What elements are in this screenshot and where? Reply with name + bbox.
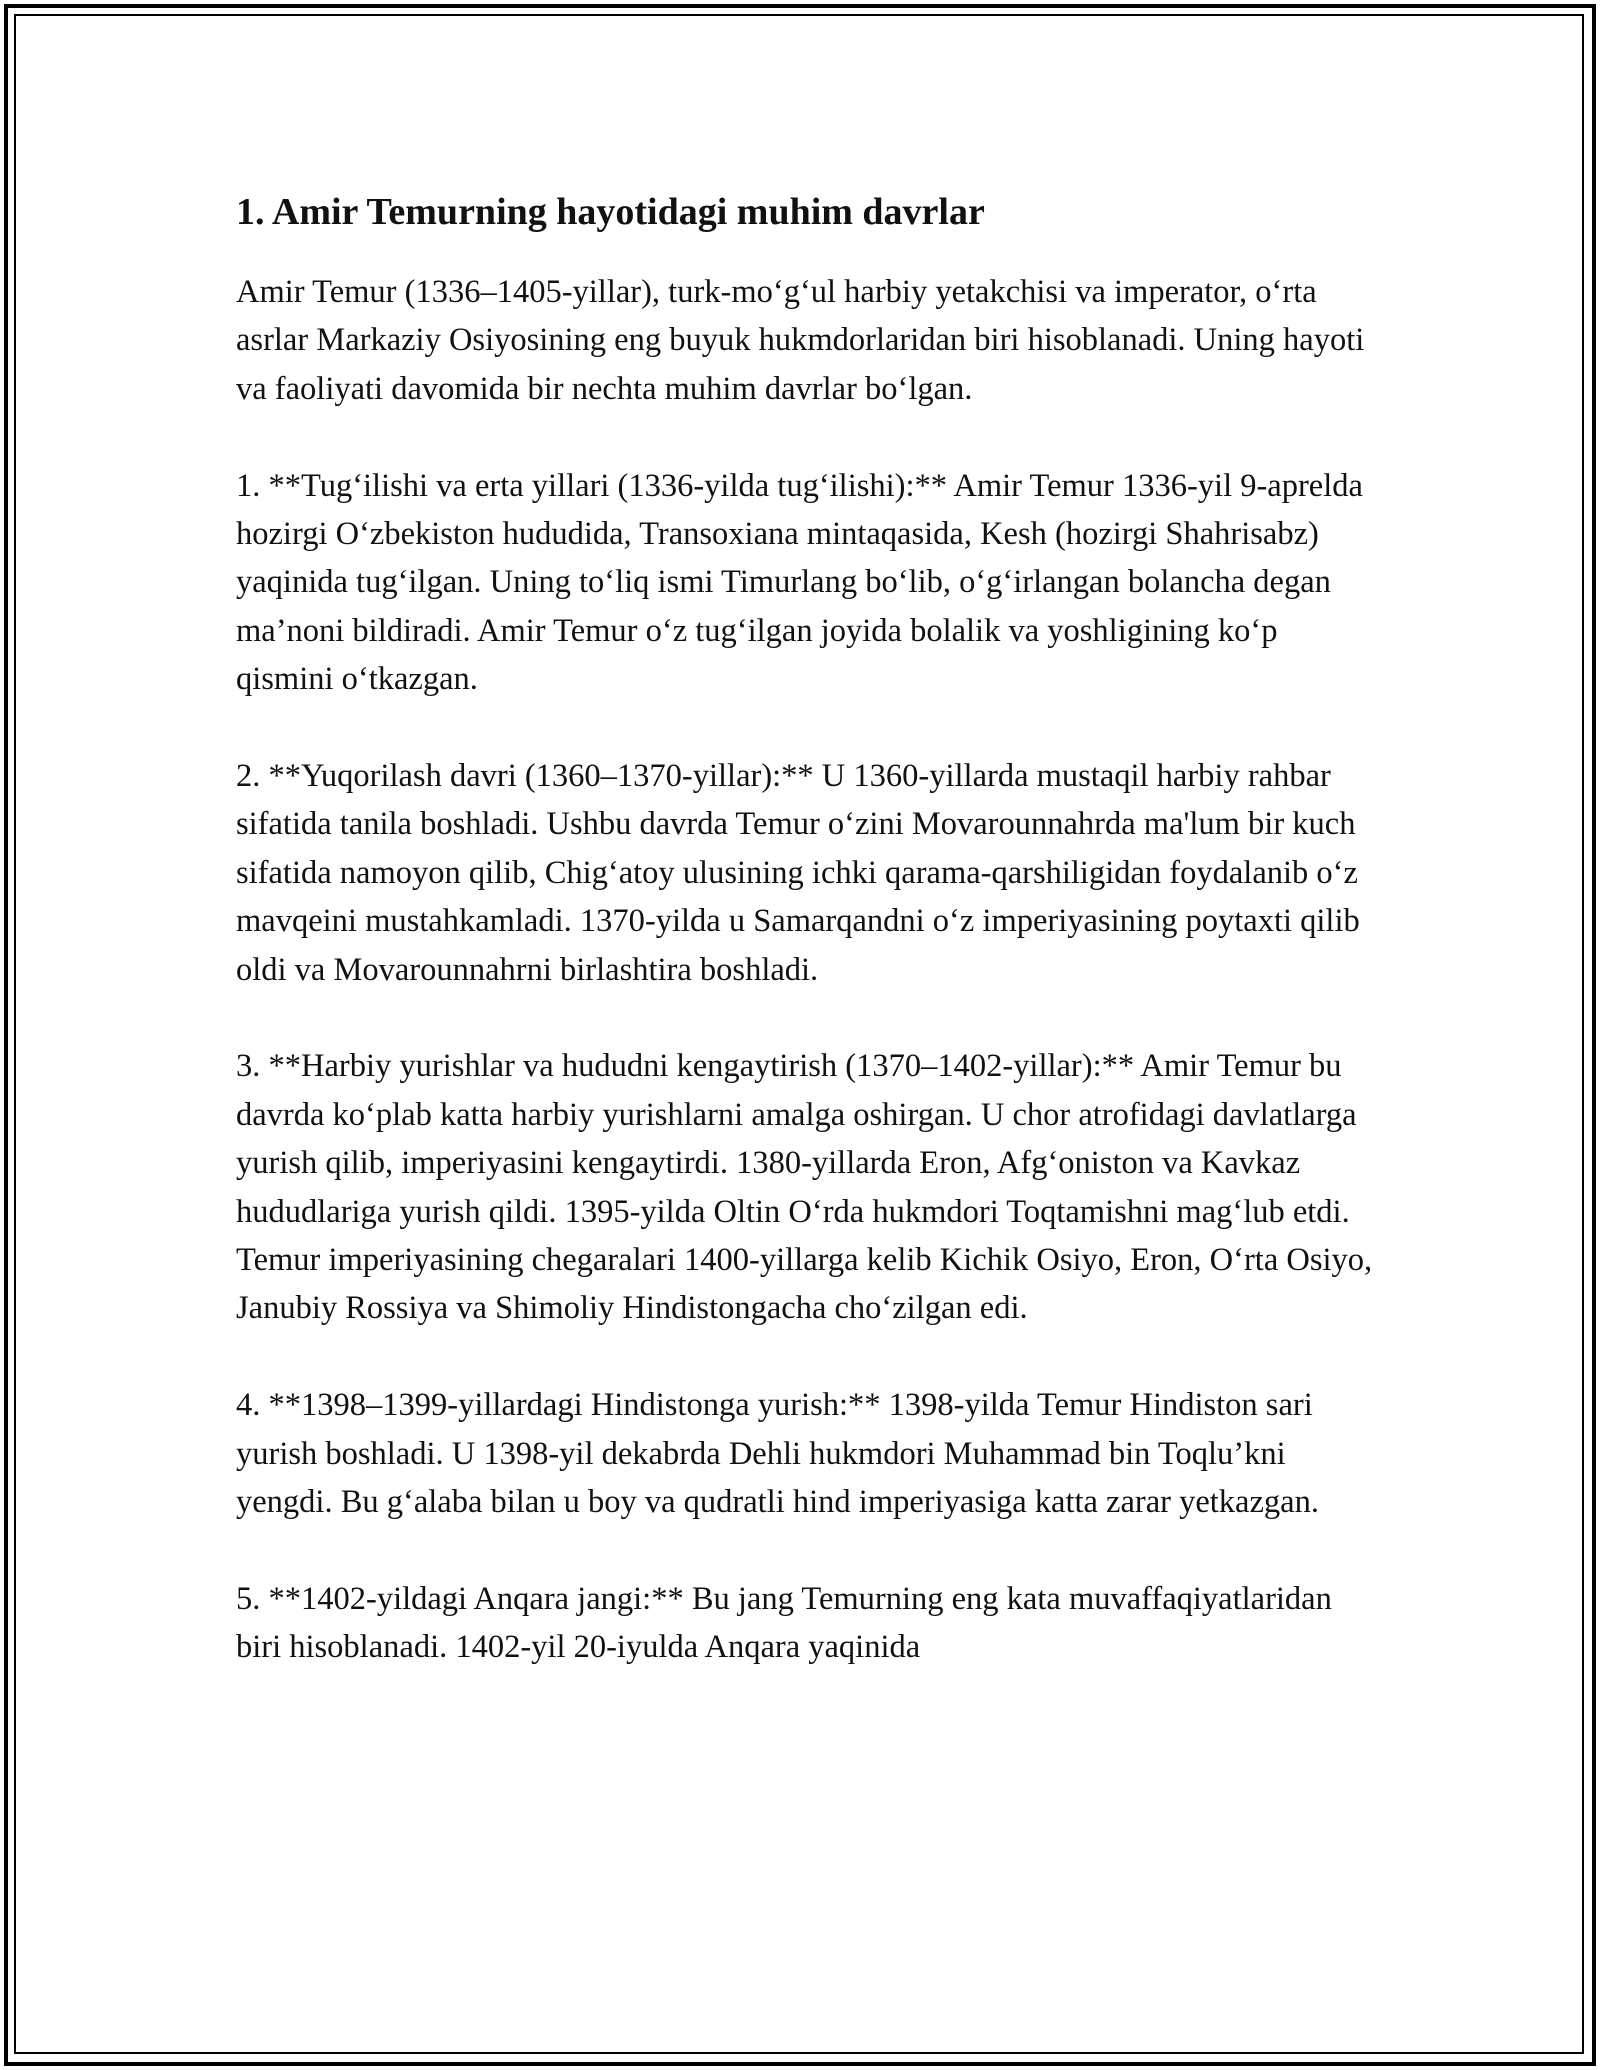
paragraph-india: 4. **1398–1399-yillardagi Hindistonga yurish:** 1398-yilda Temur Hindiston sari yurish boshladi. U 1398-yil dekabrda Dehli hukmdori Muhammad bin Toqlu’kni yengdi. Bu g‘alaba bilan u boy va qudratli hind imperiyasiga katta zarar yetkazgan. — [236, 1387, 1319, 1521]
paragraph-ankara: 5. **1402-yildagi Anqara jangi:** Bu jang Temurning eng kata muvaffaqiyatlaridan biri hisoblanadi. 1402-yil 20-iyulda Anqara yaqinida — [236, 1580, 1332, 1666]
paragraph-birth: 1. **Tug‘ilishi va erta yillari (1336-yilda tug‘ilishi):** Amir Temur 1336-yil 9-aprelda hozirgi O‘zbekiston hududida, Transoxiana mintaqasida, Kesh (hozirgi Shahrisabz) yaqinida tug‘ilgan. Uning to‘liq ismi Timurlang bo‘lib, o‘g‘irlangan bolancha degan ma’noni bildiradi. Amir Temur o‘z tug‘ilgan joyida bolalik va yoshligining ko‘p qismini o‘tkazgan. — [236, 467, 1363, 698]
document-title: 1. Amir Temurning hayotidagi muhim davrlar — [236, 191, 985, 233]
paragraph-rise: 2. **Yuqorilash davri (1360–1370-yillar):** U 1360-yillarda mustaqil harbiy rahbar sifatida tanila boshladi. Ushbu davrda Temur o‘zini Movarounnahrda ma'lum bir kuch sifatida namoyon qilib, Chig‘atoy ulusining ichki qarama-qarshiligidan foydalanib o‘z mavqeini mustahkamladi. 1370-yilda u Samarqandni o‘z imperiyasining poytaxti qilib oldi va Movarounnahrni birlashtira boshladi. — [236, 758, 1360, 988]
paragraph-intro: Amir Temur (1336–1405-yillar), turk-mo‘g‘ul harbiy yetakchisi va imperator, o‘rta asrlar Markaziy Osiyosining eng buyuk hukmdorlaridan biri hisoblanadi. Uning hayoti va faoliyati davomida bir nechta muhim davrlar bo‘lgan. — [236, 274, 1365, 407]
document-body — [236, 184, 1376, 1720]
paragraph-campaigns: 3. **Harbiy yurishlar va hududni kengaytirish (1370–1402-yillar):** Amir Temur bu davrda ko‘plab katta harbiy yurishlarni amalga oshirgan. U chor atrofidagi davlatlarga yurish qilib, imperiyasini kengaytirdi. 1380-yillarda Eron, Afg‘oniston va Kavkaz hududlariga yurish qildi. 1395-yilda Oltin O‘rda hukmdori Toqtamishni mag‘lub etdi. Temur imperiyasining chegaralari 1400-yillarga kelib Kichik Osiyo, Eron, O‘rta Osiyo, Janubiy Rossiya va Shimoliy Hindistongacha cho‘zilgan edi. — [236, 1048, 1373, 1327]
